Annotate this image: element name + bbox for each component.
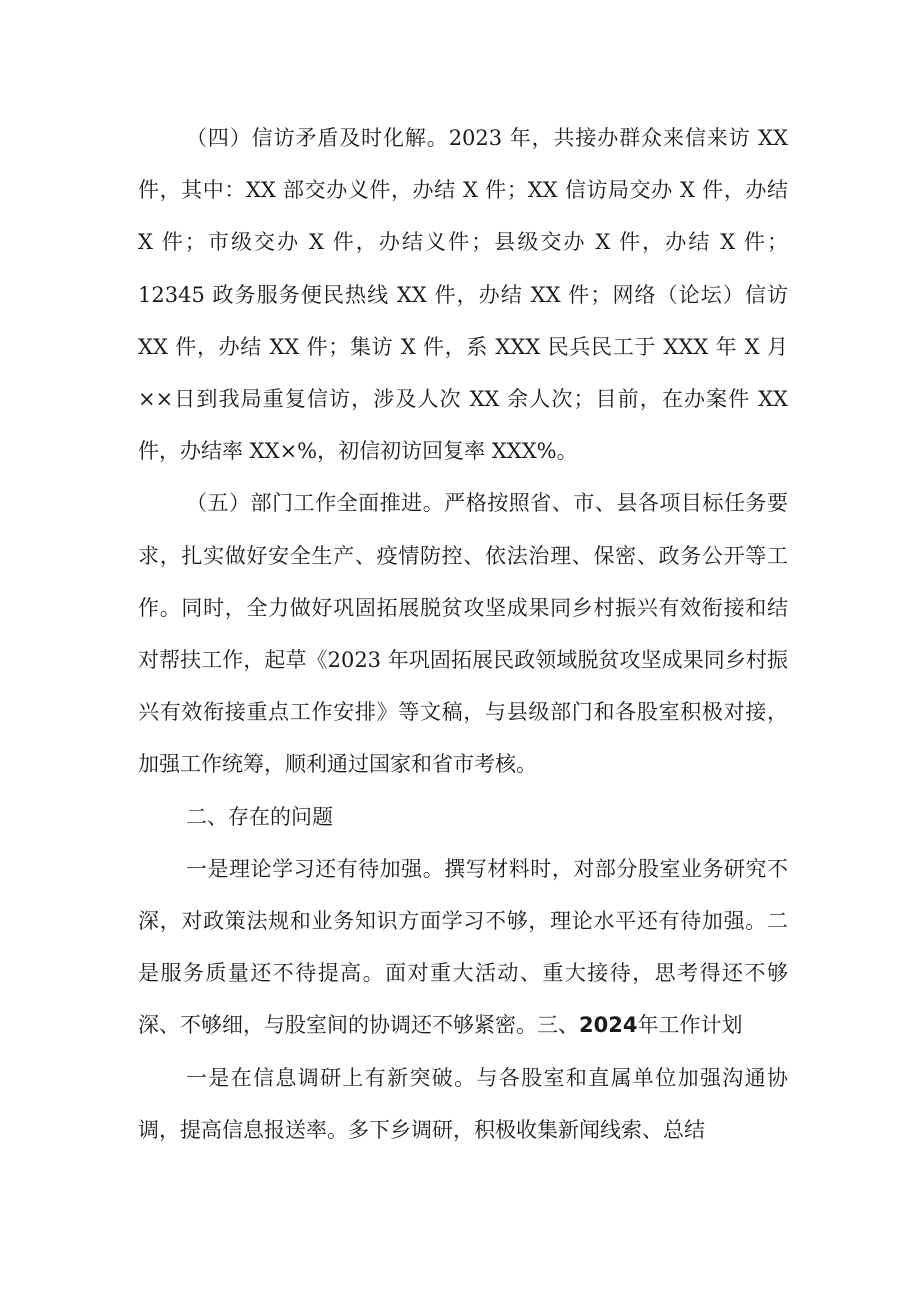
paragraph-plan-research: 一是在信息调研上有新突破。与各股室和直属单位加强沟通协调，提高信息报送率。多下乡调研，积极收集新闻线索、总结 [138, 1065, 788, 1142]
problems-text: 一是理论学习还有待加强。撰写材料时，对部分股室业务研究不深，对政策法规和业务知识方面学习不够，理论水平还有待加强。二是服务质量还不待提高。面对重大活动、重大接待，思考得还不够深、不够细，与股室间的协调还不够紧密。三、 [138, 856, 788, 1038]
document-page [138, 112, 788, 1156]
plan-year: 2024 [579, 1013, 638, 1038]
section-heading-problems: 二、存在的问题 [186, 804, 333, 829]
paragraph-department-work: （五）部门工作全面推进。严格按照省、市、县各项目标任务要求，扎实做好安全生产、疫情防控、依法治理、保密、政务公开等工作。同时，全力做好巩固拓展脱贫攻坚成果同乡村振兴有效衔接和结对帮扶工作，起草《2023 年巩固拓展民政领域脱贫攻坚成果同乡村振兴有效衔接重点工作安排》等文稿，与县级部门和各股室积极对接，加强工作统筹，顺利通过国家和省市考核。 [138, 491, 788, 777]
plan-heading-rest: 年工作计划 [637, 1013, 743, 1038]
paragraph-petition-resolution: （四）信访矛盾及时化解。2023 年，共接办群众来信来访 XX 件，其中：XX 部交办义件，办结 X 件；XX 信访局交办 X 件，办结 X 件；市级交办 X 件，办结义件；县级交办 X 件，办结 X 件；12345 政务服务便民热线 XX 件，办结 XX 件；网络（论坛）信访 XX 件，办结 XX 件；集访 X 件，系 XXX 民兵民工于 XXX 年 X 月××日到我局重复信访，涉及人次 XX 余人次；目前，在办案件 XX 件，办结率 XX×%，初信初访回复率 XXX%。 [138, 126, 788, 464]
paragraph-problems [138, 843, 788, 1052]
